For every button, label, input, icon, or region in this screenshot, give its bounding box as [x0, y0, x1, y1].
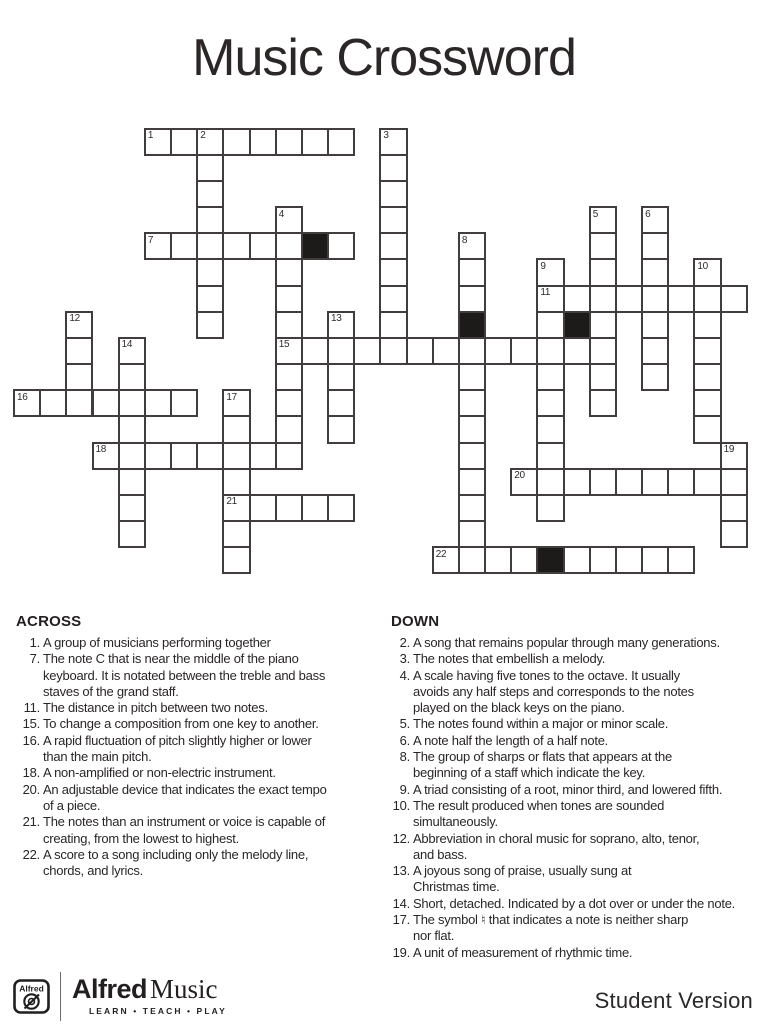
grid-cell: [458, 494, 486, 522]
grid-cell: [196, 206, 224, 234]
clue-text: Short, detached. Indicated by a dot over or under the note.: [413, 895, 736, 911]
across-clues-section: [16, 613, 378, 879]
grid-cell: [222, 468, 250, 496]
cell-number: 6: [645, 208, 651, 220]
grid-cell: [536, 468, 564, 496]
grid-cell: [458, 468, 486, 496]
grid-cell: [249, 442, 277, 470]
clue-text: A score to a song including only the melody line, chords, and lyrics.: [43, 846, 309, 879]
clue-number: 7.: [29, 651, 40, 667]
clue-across-1: [16, 635, 378, 651]
clue-down-17: [391, 912, 763, 945]
clue-number: 2.: [399, 635, 410, 650]
clue-down-14: [391, 896, 763, 912]
grid-cell: [589, 468, 617, 496]
grid-cell-black: [563, 311, 591, 339]
cell-number: 3: [383, 130, 389, 141]
grid-cell: [222, 232, 250, 260]
clue-down-3: [391, 651, 763, 667]
grid-cell: [275, 311, 303, 339]
grid-cell: [720, 468, 748, 496]
grid-cell: [249, 128, 277, 156]
down-clues-section: [391, 613, 763, 961]
grid-cell: [65, 337, 93, 365]
grid-cell: [720, 285, 748, 313]
grid-cell: [667, 546, 695, 574]
grid-cell: [589, 337, 617, 365]
grid-cell: [667, 468, 695, 496]
grid-cell: [458, 258, 486, 286]
clue-across-18: [16, 765, 378, 781]
clue-number: 6.: [399, 732, 410, 748]
grid-cell: [170, 128, 198, 156]
grid-cell: [458, 389, 486, 417]
grid-cell: [353, 337, 381, 365]
grid-cell: [379, 258, 407, 286]
grid-cell: [118, 389, 146, 417]
grid-cell: [275, 415, 303, 443]
grid-cell: [693, 337, 721, 365]
clue-number: 20.: [22, 781, 40, 797]
grid-cell: [641, 363, 669, 391]
grid-cell: [249, 494, 277, 522]
cell-number: 13: [331, 313, 342, 325]
grid-cell: [536, 337, 564, 365]
clue-text: A rapid fluctuation of pitch slightly higher or lower than the main pitch.: [43, 732, 312, 765]
grid-cell: [536, 442, 564, 470]
grid-cell: [275, 389, 303, 417]
grid-cell: [118, 494, 146, 522]
grid-cell: [589, 258, 617, 286]
clue-across-7: [16, 651, 378, 700]
clue-down-8: [391, 749, 763, 782]
grid-cell: [641, 546, 669, 574]
grid-cell: [301, 494, 329, 522]
cell-number: 12: [69, 313, 80, 325]
grid-cell: [536, 389, 564, 417]
cell-number: 14: [121, 339, 133, 351]
grid-cell: [275, 258, 303, 286]
clue-text: A song that remains popular through many generations.: [413, 635, 720, 650]
clue-across-11: [16, 700, 378, 716]
grid-cell: [118, 520, 146, 548]
grid-cell: [379, 180, 407, 208]
clue-down-4: [391, 668, 763, 717]
footer: [0, 962, 768, 1024]
grid-cell: [275, 494, 303, 522]
grid-cell: [589, 363, 617, 391]
grid-cell: [39, 389, 67, 417]
grid-cell: [484, 337, 512, 365]
grid-cell: [458, 546, 486, 574]
cell-number: 19: [723, 444, 735, 456]
cell-number: 2: [200, 130, 206, 141]
clue-text: A triad consisting of a root, minor third, and lowered fifth.: [413, 781, 723, 797]
grid-cell: [510, 337, 538, 365]
grid-cell-black: [536, 546, 564, 574]
footer-divider: [60, 972, 61, 1021]
grid-cell: [589, 311, 617, 339]
grid-cell: [196, 180, 224, 208]
cell-number: 8: [461, 234, 468, 246]
grid-cell: [563, 285, 591, 313]
grid-cell: [484, 546, 512, 574]
grid-cell: [458, 442, 486, 470]
grid-cell: [693, 468, 721, 496]
cell-number: 18: [95, 444, 107, 456]
clue-number: 19.: [392, 944, 410, 960]
grid-cell: [563, 468, 591, 496]
cell-number: 1: [147, 130, 154, 141]
clue-down-2: [391, 635, 763, 651]
across-heading: ACROSS: [16, 613, 82, 630]
grid-cell: [222, 546, 250, 574]
page-title: Music Crossword: [192, 29, 576, 87]
cell-number: 4: [278, 208, 284, 220]
brand-alfred: Alfred: [72, 974, 148, 1004]
clue-number: 3.: [399, 651, 410, 667]
clue-down-9: [391, 782, 763, 798]
clue-number: 9.: [399, 781, 410, 797]
svg-text:Alfred: Alfred: [19, 983, 44, 994]
grid-cell: [641, 468, 669, 496]
grid-cell: [667, 285, 695, 313]
grid-cell: [249, 232, 277, 260]
grid-cell: [275, 285, 303, 313]
grid-cell: [144, 442, 172, 470]
clue-text: A non-amplified or non-electric instrument.: [43, 765, 276, 781]
cell-number: 5: [592, 208, 598, 220]
grid-cell: [510, 546, 538, 574]
grid-cell: [458, 363, 486, 391]
grid-cell: [693, 415, 721, 443]
grid-cell: [170, 389, 198, 417]
grid-cell: [720, 520, 748, 548]
clue-across-22: [16, 847, 378, 880]
grid-cell: [118, 442, 146, 470]
grid-cell: [458, 337, 486, 365]
grid-cell: [327, 494, 355, 522]
grid-cell: [301, 337, 329, 365]
grid-cell-black: [458, 311, 486, 339]
grid-cell: [563, 546, 591, 574]
grid-cell: [222, 128, 250, 156]
cell-number: 15: [278, 339, 290, 351]
clue-across-15: [16, 716, 378, 732]
clue-down-19: [391, 945, 763, 961]
grid-cell: [379, 285, 407, 313]
clue-text: A unit of measurement of rhythmic time.: [413, 944, 633, 960]
grid-cell: [379, 154, 407, 182]
grid-cell: [458, 520, 486, 548]
clue-number: 11.: [23, 700, 40, 716]
grid-cell: [275, 232, 303, 260]
grid-cell: [222, 520, 250, 548]
clue-number: 4.: [399, 667, 410, 683]
clue-down-10: [391, 798, 763, 831]
grid-cell: [536, 311, 564, 339]
clue-text: The group of sharps or flats that appears at the beginning of a staff which indicate the key.: [413, 749, 672, 781]
grid-cell: [118, 468, 146, 496]
cell-number: 20: [514, 470, 525, 482]
grid-cell: [693, 389, 721, 417]
grid-cell: [641, 311, 669, 339]
grid-cell: [118, 415, 146, 443]
clue-number: 21.: [22, 814, 40, 830]
clue-across-16: [16, 733, 378, 766]
grid-cell: [196, 258, 224, 286]
grid-cell: [379, 337, 407, 365]
cell-number: 11: [540, 287, 551, 299]
grid-cell: [275, 363, 303, 391]
down-clue-list: [391, 635, 763, 961]
clue-number: 12.: [392, 830, 410, 846]
grid-cell: [693, 363, 721, 391]
grid-cell: [327, 337, 355, 365]
version-label: Student Version: [594, 988, 753, 1013]
clue-number: 15.: [22, 716, 40, 732]
grid-cell: [327, 389, 355, 417]
grid-cell: [144, 389, 172, 417]
grid-cell: [301, 128, 329, 156]
clue-down-12: [391, 831, 763, 864]
grid-cell: [406, 337, 434, 365]
clue-text: The note C that is near the middle of the piano keyboard. It is notated between the treble and bass staves of the grand staff.: [43, 651, 326, 699]
grid-cell: [615, 285, 643, 313]
grid-cell: [641, 285, 669, 313]
grid-cell: [170, 442, 198, 470]
clue-number: 13.: [392, 863, 410, 879]
grid-cell: [589, 389, 617, 417]
grid-cell: [275, 442, 303, 470]
clue-text: The notes found within a major or minor scale.: [413, 716, 669, 732]
clue-number: 5.: [399, 716, 410, 732]
clue-text: The result produced when tones are sounded simultaneously.: [413, 797, 665, 830]
across-clue-list: [16, 635, 378, 879]
clue-number: 22.: [22, 846, 40, 862]
grid-cell: [327, 232, 355, 260]
brand-block: [72, 976, 227, 1016]
clue-text: The symbol ♮ that indicates a note is neither sharp nor flat.: [413, 912, 689, 944]
brand-music: Music: [150, 974, 218, 1004]
grid-cell: [615, 468, 643, 496]
grid-cell: [693, 285, 721, 313]
grid-cell: [589, 232, 617, 260]
cell-number: 22: [435, 548, 447, 560]
clue-text: An adjustable device that indicates the exact tempo of a piece.: [43, 781, 327, 813]
clue-across-20: [16, 782, 378, 815]
grid-cell: [170, 232, 198, 260]
clue-text: A group of musicians performing together: [43, 635, 271, 650]
grid-cell: [589, 546, 617, 574]
grid-cell: [65, 363, 93, 391]
clue-text: The notes that embellish a melody.: [413, 651, 606, 667]
clue-number: 14.: [392, 895, 410, 911]
grid-cell: [641, 337, 669, 365]
clue-number: 17.: [392, 912, 410, 928]
clue-text: A note half the length of a half note.: [413, 732, 609, 748]
cell-number: 10: [697, 260, 708, 272]
clue-down-13: [391, 863, 763, 896]
grid-cell: [327, 415, 355, 443]
grid-cell: [222, 442, 250, 470]
grid-cell: [379, 232, 407, 260]
clue-text: A joyous song of praise, usually sung at Christmas time.: [413, 863, 632, 895]
cell-number: 16: [17, 391, 28, 403]
clue-number: 18.: [22, 765, 40, 781]
clue-number: 1.: [29, 635, 40, 650]
grid-cell: [379, 311, 407, 339]
grid-cell: [196, 154, 224, 182]
grid-cell: [327, 363, 355, 391]
clue-number: 8.: [399, 749, 410, 765]
grid-cell: [563, 337, 591, 365]
cell-number: 21: [226, 496, 237, 508]
grid-cell: [458, 285, 486, 313]
down-heading: DOWN: [391, 613, 440, 630]
clue-number: 16.: [22, 732, 40, 748]
grid-cell: [222, 415, 250, 443]
clue-text: The distance in pitch between two notes.: [43, 700, 268, 716]
brand-name: [72, 976, 227, 1003]
grid-cell: [196, 232, 224, 260]
grid-cell: [196, 442, 224, 470]
grid-cell: [536, 415, 564, 443]
grid-cell: [65, 389, 93, 417]
grid-cell: [379, 206, 407, 234]
grid-cell: [327, 128, 355, 156]
brand-tagline: LEARN • TEACH • PLAY: [89, 1006, 227, 1016]
grid-cell: [196, 311, 224, 339]
grid-cell: [641, 232, 669, 260]
clue-text: The notes than an instrument or voice is capable of creating, from the lowest to highest.: [43, 814, 326, 846]
cell-number: 17: [226, 391, 237, 403]
clue-text: To change a composition from one key to another.: [43, 716, 319, 732]
clue-text: Abbreviation in choral music for soprano, alto, tenor, and bass.: [413, 830, 700, 862]
clue-number: 10.: [392, 797, 410, 813]
cell-number: 7: [147, 234, 154, 246]
alfred-logo-icon: [13, 979, 50, 1014]
grid-cell: [196, 285, 224, 313]
grid-cell-black: [301, 232, 329, 260]
grid-cell: [641, 258, 669, 286]
grid-cell: [458, 415, 486, 443]
grid-cell: [118, 363, 146, 391]
clue-down-5: [391, 716, 763, 732]
clue-down-6: [391, 733, 763, 749]
grid-cell: [92, 389, 120, 417]
grid-cell: [536, 494, 564, 522]
grid-cell: [536, 363, 564, 391]
cell-number: 9: [540, 260, 546, 272]
grid-cell: [720, 494, 748, 522]
grid-cell: [615, 546, 643, 574]
clue-text: A scale having five tones to the octave. It usually avoids any half steps and corresponds to the notes played on the black keys on the piano.: [413, 667, 694, 716]
grid-cell: [589, 285, 617, 313]
grid-cell: [432, 337, 460, 365]
clue-across-21: [16, 814, 378, 847]
grid-cell: [275, 128, 303, 156]
grid-cell: [693, 311, 721, 339]
